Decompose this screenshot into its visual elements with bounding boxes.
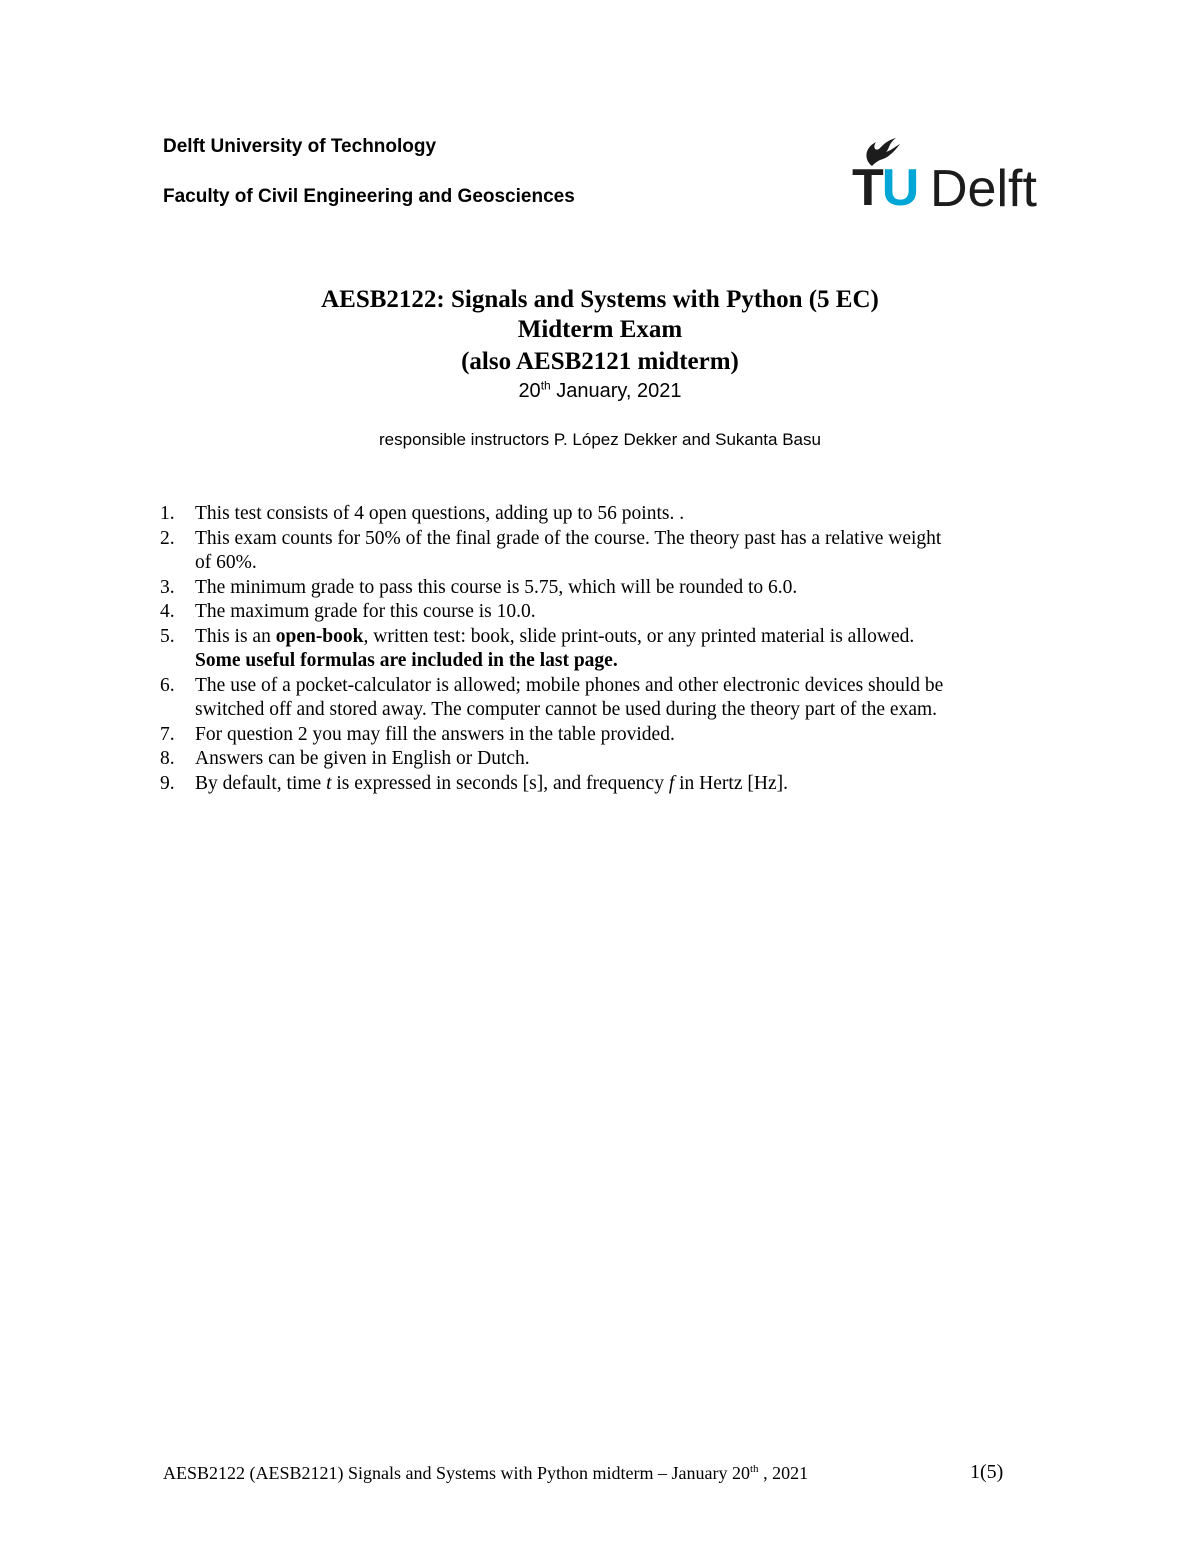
list-item xyxy=(160,576,1040,601)
logo-u: U xyxy=(881,159,918,217)
list-item xyxy=(160,527,1040,576)
item-text: , written test: book, slide print-outs, or any printed material is allowed. xyxy=(363,625,915,647)
page-footer xyxy=(163,1463,808,1484)
page-number: 1(5) xyxy=(970,1461,1004,1483)
exam-subtitle: (also AESB2121 midterm) xyxy=(461,348,739,375)
exam-title: Midterm Exam xyxy=(517,316,683,343)
tudelft-logo xyxy=(850,136,1050,218)
list-item xyxy=(160,747,1040,772)
instructors: responsible instructors P. López Dekker and Sukanta Basu xyxy=(379,430,821,449)
item-text-continued: switched off and stored away. The computer cannot be used during the theory part of the exam. xyxy=(195,699,938,720)
frequency-symbol: f xyxy=(668,772,675,794)
item-number: 9. xyxy=(160,772,175,794)
list-item xyxy=(160,674,1040,723)
item-text: By default, time xyxy=(195,772,327,794)
item-text: The maximum grade for this course is 10.0. xyxy=(195,601,536,622)
item-number: 6. xyxy=(160,674,175,696)
item-number: 1. xyxy=(160,503,175,524)
date-rest: January, 2021 xyxy=(550,380,682,402)
footer-text: AESB2122 (AESB2121) Signals and Systems with Python midterm – January 20 xyxy=(163,1463,750,1483)
item-text: This is an xyxy=(195,625,276,647)
item-text: This test consists of 4 open questions, adding up to 56 points. . xyxy=(195,503,685,524)
item-number: 5. xyxy=(160,625,175,647)
logo-tu xyxy=(852,158,917,218)
list-item xyxy=(160,600,1040,625)
exam-date xyxy=(0,380,1200,403)
logo-delft: Delft xyxy=(930,160,1037,218)
item-text: For question 2 you may fill the answers in the table provided. xyxy=(195,723,675,745)
item-number: 3. xyxy=(160,576,175,598)
university-name: Delft University of Technology xyxy=(163,136,437,157)
faculty-name: Faculty of Civil Engineering and Geosciences xyxy=(163,186,575,207)
item-text: Answers can be given in English or Dutch. xyxy=(195,748,530,769)
exam-rules-list xyxy=(160,502,1040,796)
item-text: is expressed in seconds [s], and frequency xyxy=(331,772,669,794)
list-item xyxy=(160,502,1040,527)
item-text: This exam counts for 50% of the final grade of the course. The theory past has a relative weight xyxy=(195,527,942,549)
item-number: 7. xyxy=(160,723,175,745)
footer-year: , 2021 xyxy=(758,1463,809,1483)
item-text: The minimum grade to pass this course is 5.75, which will be rounded to 6.0. xyxy=(195,576,798,598)
list-item xyxy=(160,625,1040,674)
item-text-continued: of 60%. xyxy=(195,552,257,573)
list-item xyxy=(160,723,1040,748)
formulas-note: Some useful formulas are included in the last page. xyxy=(195,650,618,671)
item-text: The use of a pocket-calculator is allowed; mobile phones and other electronic devices should be xyxy=(195,674,944,696)
item-number: 4. xyxy=(160,601,175,622)
item-number: 8. xyxy=(160,748,175,769)
logo-t: T xyxy=(852,159,882,217)
date-day: 20 xyxy=(518,380,541,402)
list-item xyxy=(160,772,1040,797)
time-symbol: t xyxy=(326,772,332,794)
course-title: AESB2122: Signals and Systems with Python (5 EC) xyxy=(321,286,879,313)
item-number: 2. xyxy=(160,527,175,549)
open-book-emphasis: open-book xyxy=(275,625,364,647)
date-suffix: th xyxy=(540,378,551,393)
footer-suffix: th xyxy=(750,1463,759,1475)
item-text: in Hertz [Hz]. xyxy=(674,772,788,794)
